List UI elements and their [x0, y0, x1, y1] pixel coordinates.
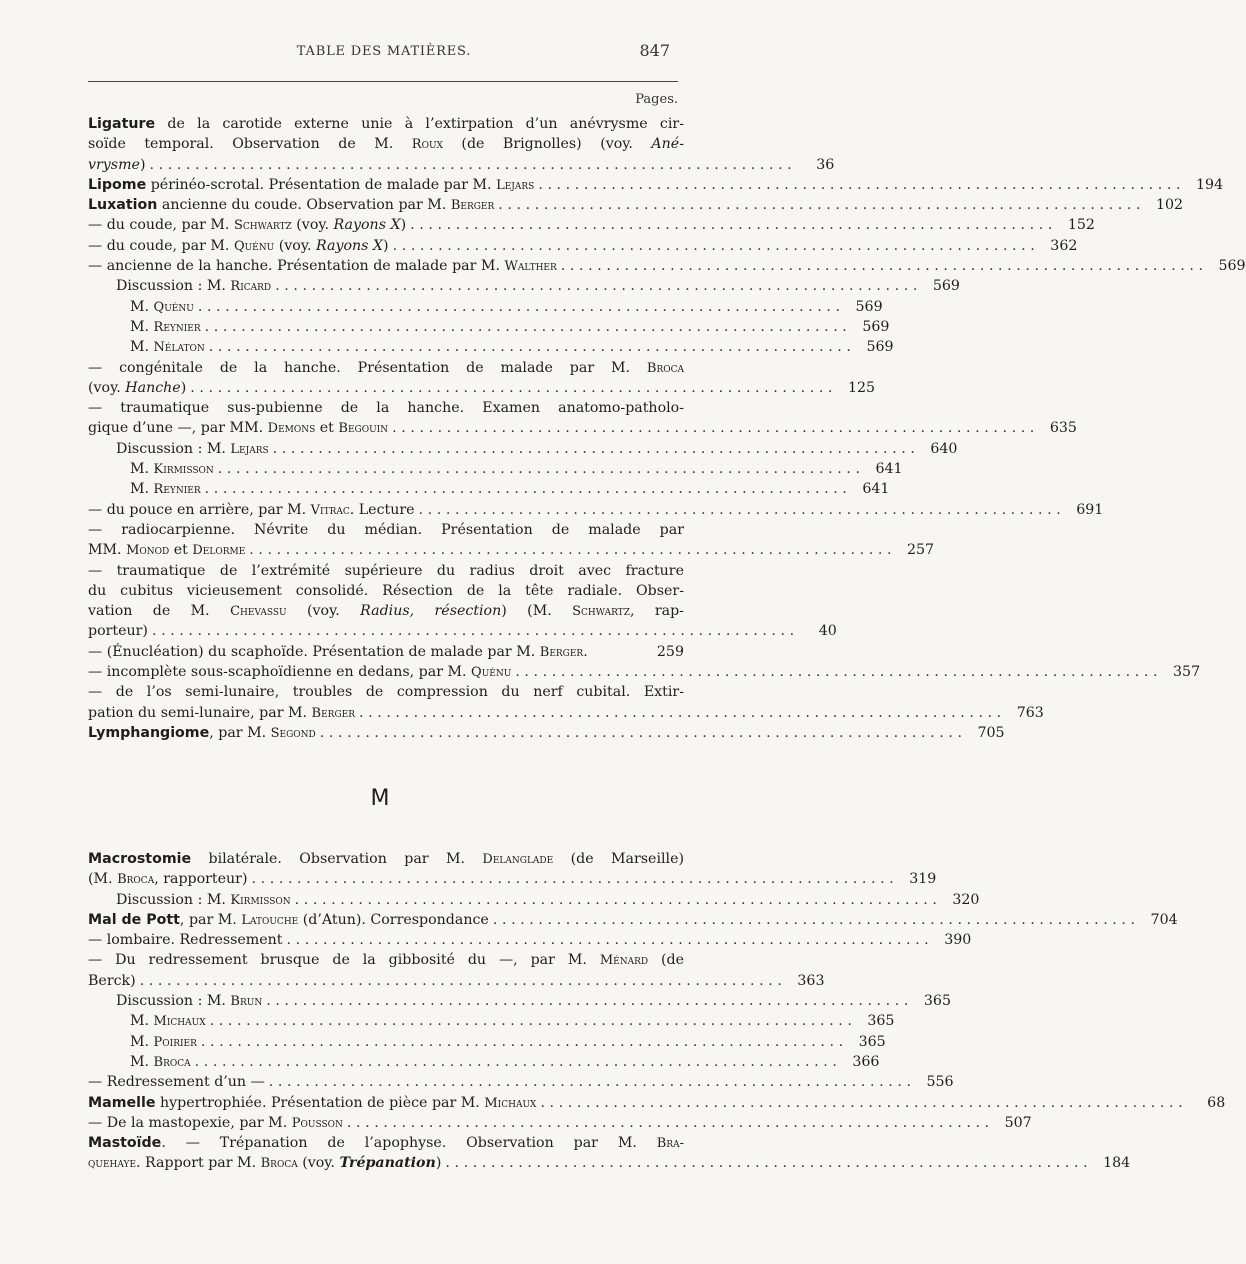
author-name: Lejars — [496, 177, 535, 193]
entry-text: — radiocarpienne. Névrite du médian. Présentation de malade par — [88, 521, 684, 538]
author-name: Broca — [153, 1054, 191, 1070]
author-name: Walther — [504, 259, 557, 275]
page-ref: 40 — [818, 623, 837, 640]
entry-text: . — Trépanation de l’apophyse. Observation par M. — [161, 1135, 657, 1152]
page-ref: 102 — [1155, 197, 1184, 214]
author-name: Michaux — [153, 1014, 206, 1030]
entry-semi-lunaire-line2 — [88, 703, 1044, 723]
entry-text: M. — [130, 1013, 154, 1030]
author-name: Quénu — [233, 238, 275, 254]
author-name: Reynier — [153, 319, 201, 335]
leader-dots: ....................................................................... — [139, 972, 787, 989]
leader-dots: ....................................................................... — [540, 1094, 1188, 1111]
page-ref: 320 — [952, 891, 980, 908]
entry-text: Discussion : M. — [116, 278, 231, 295]
entry-text: M. — [130, 318, 154, 335]
leader-dots: ....................................................................... — [492, 911, 1140, 928]
section-letter: M — [370, 786, 390, 811]
entry-text: (voy. — [291, 217, 334, 234]
page-ref: 705 — [977, 724, 1005, 741]
entry-ligature-line3 — [88, 155, 835, 175]
page-ref: 507 — [1004, 1114, 1032, 1131]
cross-reference: vrysme — [88, 156, 140, 173]
page-ref: 194 — [1196, 176, 1224, 193]
entry-text: — traumatique de l’extrémité supérieure du radius droit avec fracture — [88, 562, 684, 579]
entry-text: (voy. — [297, 1155, 340, 1172]
author-name: Quénu — [471, 665, 512, 681]
author-name: Reynier — [153, 482, 201, 498]
entry-head: Luxation — [88, 197, 158, 214]
cross-reference: Ané- — [651, 136, 684, 153]
entry-luxation — [88, 195, 1184, 215]
author-name: Ricard — [230, 279, 272, 295]
leader-dots: ....................................................................... — [204, 318, 852, 335]
entry-enucleation — [88, 642, 684, 662]
entry-text: — ancienne de la hanche. Présentation de malade par M. — [88, 258, 505, 275]
page-ref: 319 — [909, 871, 937, 888]
entry-text: ) — [435, 1155, 442, 1172]
entry-discussion-kirmisson — [88, 459, 903, 479]
entry-mastoide-line2 — [88, 1153, 1131, 1173]
cross-reference: Hanche — [125, 379, 181, 396]
entry-text: , rap- — [629, 603, 684, 620]
leader-dots: ....................................................................... — [249, 542, 897, 559]
entry-text: M. — [130, 339, 154, 356]
entry-discussion-broca — [88, 1052, 880, 1072]
page-number: 847 — [639, 41, 670, 60]
entry-mastopexie — [88, 1113, 1032, 1133]
author-name: Schwartz — [572, 604, 630, 620]
entry-ligature-line1 — [88, 114, 684, 134]
entry-text: ) — [139, 156, 146, 173]
page-ref: 569 — [862, 318, 890, 335]
page-ref: 365 — [867, 1013, 895, 1030]
entry-text: . Lecture — [349, 501, 415, 518]
entry-text: — du coude, par M. — [88, 237, 234, 254]
entry-text: M. — [130, 481, 154, 498]
entry-coude-quenu — [88, 236, 1078, 256]
author-name: Michaux — [484, 1095, 537, 1111]
entry-text: — traumatique sus-pubienne de la hanche. Examen anatomo-patholo- — [88, 400, 684, 417]
leader-dots: ....................................................................... — [358, 704, 1006, 721]
cross-reference: Rayons X — [315, 237, 384, 254]
entry-text: . Rapport par M. — [136, 1155, 261, 1172]
author-name: Begouin — [338, 421, 389, 437]
entry-text: hypertrophiée. Présentation de pièce par M. — [155, 1094, 485, 1111]
entry-radius-line2 — [88, 581, 684, 601]
page-ref: 691 — [1076, 501, 1104, 518]
entry-redressement-dun — [88, 1072, 954, 1092]
leader-dots: ....................................................................... — [392, 420, 1039, 437]
entry-text: — (Énucléation) du scaphoïde. Présentation de malade par M. — [88, 643, 540, 660]
entry-macrostomie-line2 — [88, 869, 937, 889]
entry-lymphangiome — [88, 723, 1005, 743]
page-ref: 365 — [858, 1033, 886, 1050]
page-ref: 363 — [797, 972, 825, 989]
entry-mamelle — [88, 1093, 1226, 1113]
author-name: Roux — [411, 137, 443, 153]
entry-head: Lymphangiome — [88, 724, 210, 741]
author-name: Bra- — [656, 1136, 684, 1152]
entry-text: pation du semi-lunaire, par M. — [88, 704, 312, 721]
entry-text: bilatérale. Observation par M. — [191, 851, 483, 867]
author-name: Kirmisson — [230, 892, 291, 908]
entry-text: M. — [130, 298, 154, 315]
entry-text: de la carotide externe unie à l’extirpation d’un anévrysme cir- — [167, 116, 684, 132]
entry-text: (de — [648, 952, 684, 969]
author-name: Berger — [450, 198, 495, 214]
entry-semi-lunaire-line1 — [88, 682, 684, 702]
entry-redressement-brusque-line1 — [88, 950, 684, 970]
entry-text: et — [169, 542, 193, 559]
entry-text: gique d’une —, par MM. — [88, 420, 268, 437]
author-name: Segond — [270, 725, 316, 741]
leader-dots: ....................................................................... — [190, 379, 838, 396]
entry-text: M. — [130, 461, 154, 478]
page-ref: 704 — [1150, 911, 1178, 928]
page-ref: 362 — [1050, 237, 1078, 254]
leader-dots: ....................................................................... — [197, 298, 845, 315]
cross-reference: Trépanation — [339, 1155, 436, 1172]
entry-text: ancienne du coude. Observation par M. — [157, 197, 451, 214]
pages-column-label: Pages. — [635, 92, 678, 107]
entry-text: Discussion : M. — [116, 891, 231, 908]
entry-text: , rapporteur) — [154, 871, 248, 888]
entry-discussion-reynier-2 — [88, 479, 890, 499]
entry-text: (d’Atun). Correspondance — [298, 911, 489, 928]
page-ref: 125 — [847, 379, 876, 396]
cross-reference: Radius, résection — [360, 603, 502, 620]
page-ref: 390 — [944, 932, 972, 949]
entry-text: (M. — [88, 871, 118, 888]
entry-congenitale-line1 — [88, 358, 684, 378]
page-ref: 635 — [1049, 420, 1077, 437]
leader-dots: ....................................................................... — [204, 481, 852, 498]
entry-text: — incomplète sous-scaphoïdienne en dedans, par M. — [88, 664, 472, 681]
leader-dots: ....................................................................... — [319, 724, 967, 741]
page-ref: 36 — [816, 156, 835, 173]
entry-discussion-brun — [88, 991, 951, 1011]
page-ref: 641 — [875, 461, 903, 478]
page-ref: 152 — [1067, 217, 1095, 234]
entry-text: — lombaire. Redressement — [88, 932, 283, 949]
entry-text: (voy. — [274, 237, 316, 254]
page-ref: 569 — [1218, 258, 1246, 275]
author-name: Berger — [311, 705, 355, 721]
author-name: Kirmisson — [153, 462, 214, 478]
author-name: Lejars — [230, 441, 269, 457]
leader-dots: ....................................................................... — [151, 623, 799, 640]
entry-text: — congénitale de la hanche. Présentation de malade par M. — [88, 359, 647, 376]
entry-text: et — [315, 420, 339, 437]
author-name: Brun — [230, 994, 263, 1010]
leader-dots: ....................................................................... — [194, 1053, 842, 1070]
entry-text: (voy. — [286, 603, 361, 620]
entry-discussion-nelaton — [88, 337, 894, 357]
entry-head: Lipome — [88, 176, 147, 193]
entry-text: — Redressement d’un — — [88, 1074, 265, 1091]
entry-discussion-kirmisson-2 — [88, 890, 980, 910]
entry-head: Ligature — [88, 116, 156, 132]
page-ref: 257 — [907, 542, 935, 559]
author-name: Broca — [646, 360, 684, 376]
author-name: Nélaton — [153, 340, 205, 356]
entry-radiocarpienne-line1 — [88, 520, 684, 540]
page-ref: 366 — [852, 1053, 880, 1070]
author-name: Chevassu — [230, 604, 287, 620]
entry-text: Discussion : M. — [116, 440, 231, 457]
entry-congenitale-line2 — [88, 378, 876, 398]
entry-text: — du coude, par M. — [88, 217, 234, 234]
author-name: Latouche — [241, 912, 299, 928]
leader-dots: ....................................................................... — [272, 440, 920, 457]
author-name: Ménard — [599, 953, 649, 969]
leader-dots: ....................................................................... — [445, 1155, 1093, 1172]
entry-text: vation de M. — [88, 603, 231, 620]
leader-dots: ....................................................................... — [266, 993, 913, 1010]
entry-text: — du pouce en arrière, par M. — [88, 501, 311, 518]
entry-head: Mal de Pott — [88, 911, 180, 928]
author-name: Berger — [539, 644, 584, 660]
entry-discussion-poirier — [88, 1032, 886, 1052]
header-rule — [88, 81, 678, 82]
page-ref: 184 — [1103, 1155, 1131, 1172]
entry-discussion-michaux — [88, 1011, 895, 1031]
entry-radius-line3 — [88, 601, 684, 621]
entry-text: — de l’os semi-lunaire, troubles de compression du nerf cubital. Extir- — [88, 684, 684, 701]
leader-dots: ....................................................................... — [251, 871, 899, 888]
entry-incomplete — [88, 662, 1201, 682]
entry-text: M. — [130, 1033, 154, 1050]
entry-text: soïde temporal. Observation de M. — [88, 136, 412, 153]
entry-discussion-lejars — [88, 439, 958, 459]
entry-discussion-reynier — [88, 317, 890, 337]
entry-text: , par M. — [209, 724, 271, 741]
author-name: Pousson — [291, 1115, 343, 1131]
page-ref: 640 — [930, 440, 958, 457]
entry-mastoide-line1 — [88, 1133, 684, 1153]
entry-radius-line4 — [88, 621, 837, 641]
page-ref: 365 — [923, 993, 951, 1010]
entry-text: MM. — [88, 542, 127, 559]
entry-text: ) — [383, 237, 389, 254]
entry-text: périnéo-scrotal. Présentation de malade par M. — [146, 176, 497, 193]
leader-dots: ....................................................................... — [498, 197, 1146, 214]
leader-dots: ....................................................................... — [268, 1074, 916, 1091]
entry-text: . — [583, 643, 588, 660]
leader-dots: ....................................................................... — [538, 176, 1186, 193]
entry-text: Berck) — [88, 972, 136, 989]
running-title: TABLE DES MATIÈRES. — [296, 44, 472, 59]
author-name: Monod — [126, 543, 170, 559]
index-entries-l — [88, 114, 1246, 743]
entry-head: Mastoïde — [88, 1135, 162, 1152]
leader-dots: ....................................................................... — [217, 461, 865, 478]
author-name: Poirier — [153, 1034, 197, 1050]
entry-hanche-walther — [88, 256, 1246, 276]
page-ref: 641 — [862, 481, 890, 498]
entry-redressement-brusque-line2 — [88, 971, 825, 991]
entry-radiocarpienne-line2 — [88, 540, 935, 560]
author-name: Schwartz — [233, 218, 292, 234]
page-ref: 569 — [855, 298, 883, 315]
entry-text: (de Brignolles) (voy. — [442, 136, 652, 153]
page-ref: 357 — [1173, 664, 1201, 681]
entry-lipome — [88, 175, 1224, 195]
entry-text: (voy. — [88, 379, 126, 396]
leader-dots: ....................................................................... — [346, 1114, 994, 1131]
author-name: Vitrac — [310, 502, 350, 518]
leader-dots: ....................................................................... — [208, 339, 856, 356]
leader-dots: ....................................................................... — [515, 664, 1163, 681]
author-name: Broca — [260, 1156, 298, 1172]
entry-ligature-line2 — [88, 134, 684, 154]
entry-text: Discussion : M. — [116, 993, 231, 1010]
author-name: Delanglade — [482, 852, 554, 867]
leader-dots: ....................................................................... — [209, 1013, 857, 1030]
entry-mal-de-pott — [88, 910, 1178, 930]
leader-dots: ....................................................................... — [392, 237, 1040, 254]
running-head — [88, 41, 680, 70]
entry-sus-pubienne-line1 — [88, 398, 684, 418]
leader-dots: ....................................................................... — [275, 278, 922, 295]
entry-text: ) — [400, 217, 407, 234]
leader-dots: ....................................................................... — [410, 217, 1057, 234]
page-ref: 556 — [926, 1074, 954, 1091]
index-entries-m — [88, 849, 1226, 1174]
entry-sus-pubienne-line2 — [88, 418, 1077, 438]
entry-macrostomie-line1 — [88, 849, 684, 869]
leader-dots: ....................................................................... — [418, 501, 1066, 518]
entry-text: porteur) — [88, 623, 148, 640]
leader-dots: ....................................................................... — [286, 932, 934, 949]
leader-dots: ....................................................................... — [149, 156, 797, 173]
author-name: Demons — [267, 421, 316, 437]
entry-pouce — [88, 500, 1104, 520]
leader-dots: ....................................................................... — [200, 1033, 848, 1050]
entry-text: ) (M. — [501, 603, 573, 620]
leader-dots: ....................................................................... — [560, 258, 1208, 275]
entry-discussion-quenu — [88, 297, 883, 317]
author-name: Broca — [117, 872, 155, 888]
page-ref: 569 — [866, 339, 894, 356]
entry-text: — De la mastopexie, par M. — [88, 1114, 292, 1131]
entry-text: M. — [130, 1053, 154, 1070]
page-ref: 68 — [1207, 1094, 1226, 1111]
entry-head: Mamelle — [88, 1094, 156, 1111]
entry-coude-schwartz — [88, 215, 1095, 235]
entry-lombaire — [88, 930, 972, 950]
entry-radius-line1 — [88, 561, 684, 581]
page-ref: 569 — [932, 278, 960, 295]
page-ref: 259 — [656, 643, 684, 660]
author-name: Delorme — [192, 543, 246, 559]
page-ref: 763 — [1016, 704, 1044, 721]
entry-text: ) — [180, 379, 187, 396]
entry-text: du cubitus vicieusement consolidé. Résection de la tête radiale. Obser- — [88, 582, 684, 599]
entry-discussion-ricard — [88, 276, 960, 296]
entry-text: (de Marseille) — [553, 851, 684, 867]
entry-text: , par M. — [179, 911, 242, 928]
leader-dots: ....................................................................... — [294, 891, 942, 908]
cross-reference: Rayons X — [333, 217, 401, 234]
author-name: Quénu — [153, 299, 194, 315]
author-name: quehaye — [88, 1156, 137, 1172]
entry-text: — Du redressement brusque de la gibbosité du —, par M. — [88, 952, 600, 969]
entry-head: Macrostomie — [88, 851, 192, 867]
